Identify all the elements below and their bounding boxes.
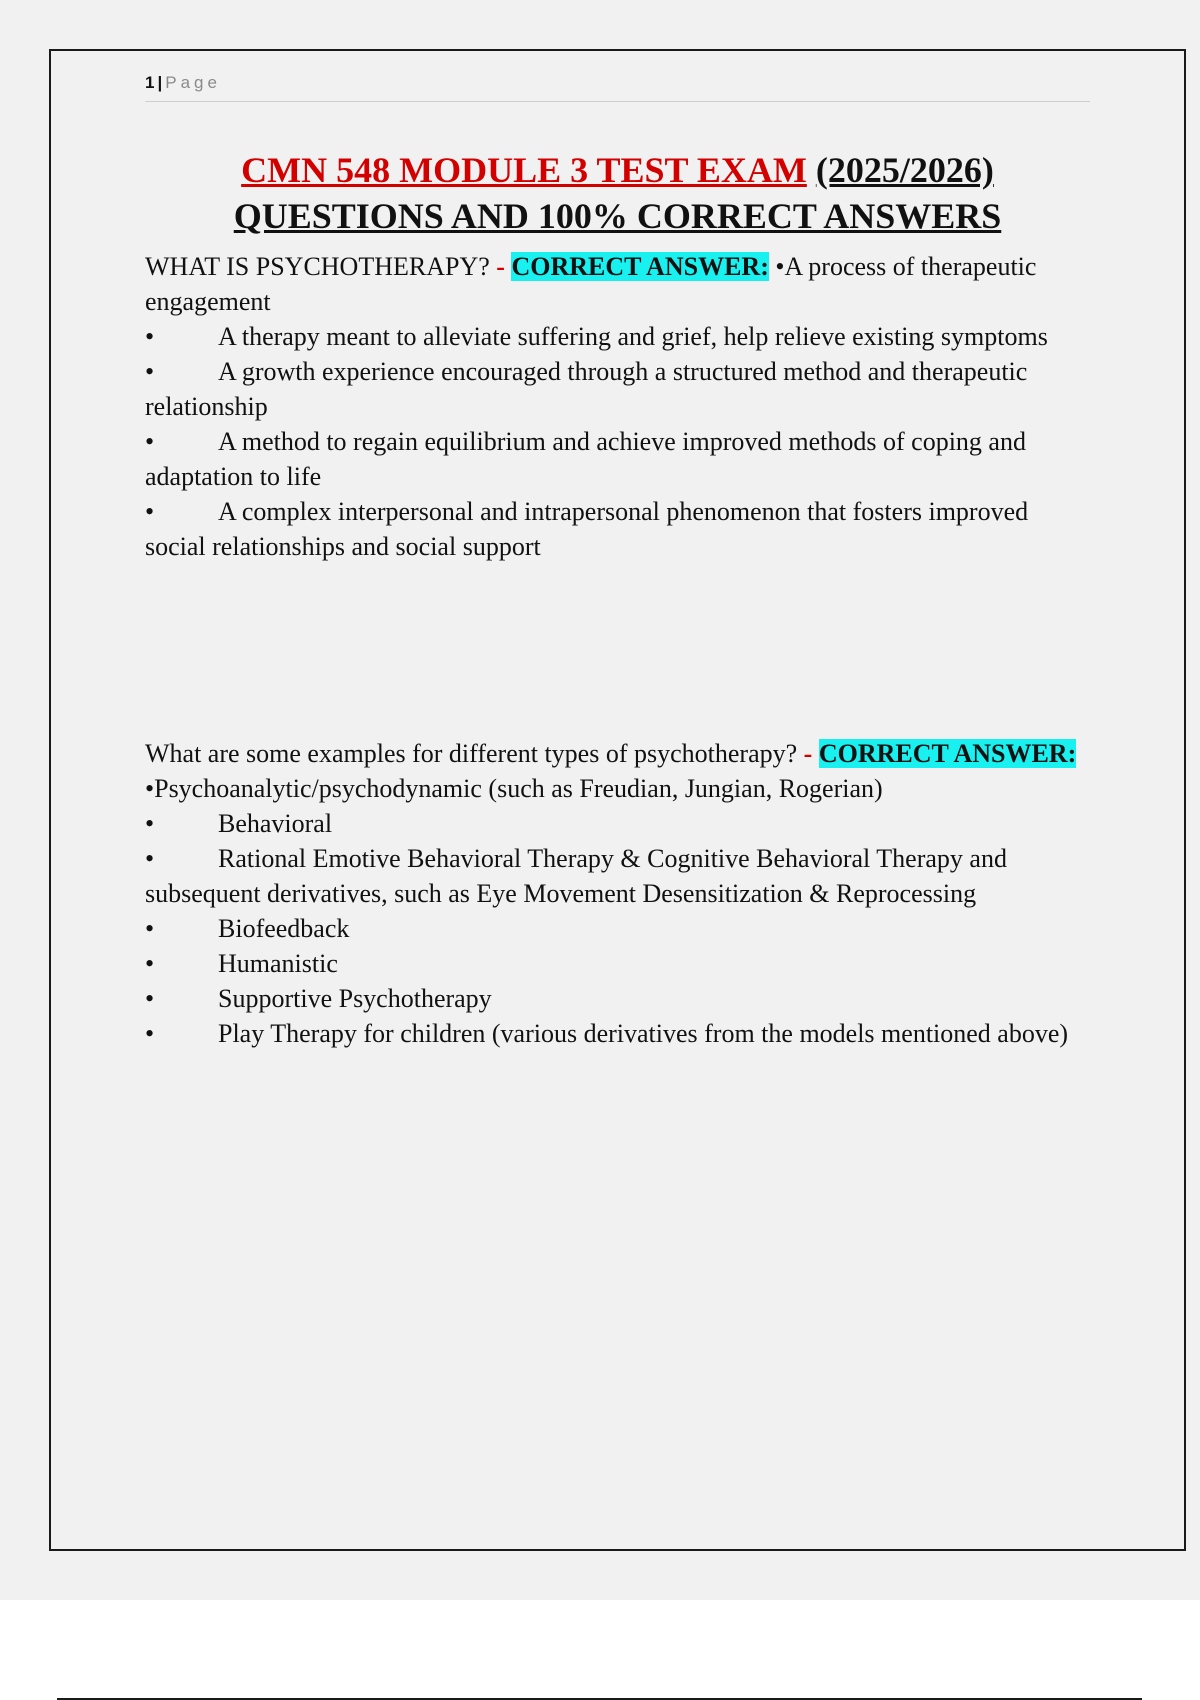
bullet-glyph: •	[145, 322, 155, 351]
q2-list-item	[145, 841, 1088, 911]
q2-list-item	[145, 981, 1088, 1016]
q1-list-item	[145, 319, 1088, 354]
q1-answer-label: CORRECT ANSWER:	[511, 252, 769, 281]
q1-first-answer: •A process of therapeutic engagement	[145, 252, 1037, 316]
q2-list-item-text: Behavioral	[218, 809, 333, 838]
bullet-glyph: •	[145, 984, 155, 1013]
bullet-glyph: •	[145, 949, 155, 978]
q2-list-item-text: Rational Emotive Behavioral Therapy & Cognitive Behavioral Therapy and subsequent derivatives, such as Eye Movement Desensitization & Reprocessing	[145, 844, 1007, 908]
bullet-glyph: •	[145, 809, 155, 838]
q2-list-item-text: Play Therapy for children (various derivatives from the models mentioned above)	[218, 1019, 1069, 1048]
q1-list-item-text: A method to regain equilibrium and achieve improved methods of coping and adaptation to life	[145, 427, 1026, 491]
page-word: Page	[165, 73, 221, 92]
q1-list-item	[145, 424, 1088, 494]
bullet-glyph: •	[145, 357, 155, 386]
q2-list-item	[145, 806, 1088, 841]
title-line-1	[111, 147, 1124, 193]
document-page	[49, 49, 1186, 1551]
q2-question: What are some examples for different types of psychotherapy?	[145, 739, 798, 768]
q2-list-item-text: Humanistic	[218, 949, 338, 978]
q2-dash: -	[803, 739, 813, 768]
next-page-area	[0, 1600, 1200, 1700]
bullet-glyph: •	[145, 497, 155, 526]
q1-list-item-text: A therapy meant to alleviate suffering and grief, help relieve existing symptoms	[218, 322, 1048, 351]
page-number: 1	[145, 73, 155, 92]
page-header-separator: |	[157, 73, 163, 92]
q2-list-item-text: Biofeedback	[218, 914, 350, 943]
q1-list-item-text: A growth experience encouraged through a structured method and therapeutic relationship	[145, 357, 1028, 421]
bullet-glyph: •	[145, 427, 155, 456]
document-body	[145, 249, 1088, 1051]
q1-dash: -	[496, 252, 505, 281]
q1-list-item-text: A complex interpersonal and intrapersonal phenomenon that fosters improved social relationships and social support	[145, 497, 1029, 561]
q1-list-item	[145, 354, 1088, 424]
q2-question-paragraph	[145, 736, 1088, 771]
q1-question-paragraph	[145, 249, 1088, 319]
q1-question: WHAT IS PSYCHOTHERAPY?	[145, 252, 490, 281]
title-line-2: QUESTIONS AND 100% CORRECT ANSWERS	[233, 196, 1002, 236]
bullet-glyph: •	[145, 1019, 155, 1048]
q1-list-item	[145, 494, 1088, 564]
document-title	[111, 147, 1124, 239]
q2-first-answer: •Psychoanalytic/psychodynamic (such as Freudian, Jungian, Rogerian)	[145, 774, 883, 803]
title-course: CMN 548 MODULE 3 TEST EXAM	[241, 150, 807, 190]
q2-answer-label: CORRECT ANSWER:	[818, 739, 1077, 768]
bullet-glyph: •	[145, 844, 155, 873]
bullet-glyph: •	[145, 914, 155, 943]
q2-list-item	[145, 911, 1088, 946]
section-spacer	[145, 564, 1088, 736]
q2-list-item	[145, 1016, 1088, 1051]
q2-list-item	[145, 946, 1088, 981]
q2-list-item-text: Supportive Psychotherapy	[218, 984, 492, 1013]
page-header	[145, 73, 1090, 102]
title-year: (2025/2026)	[815, 150, 994, 190]
